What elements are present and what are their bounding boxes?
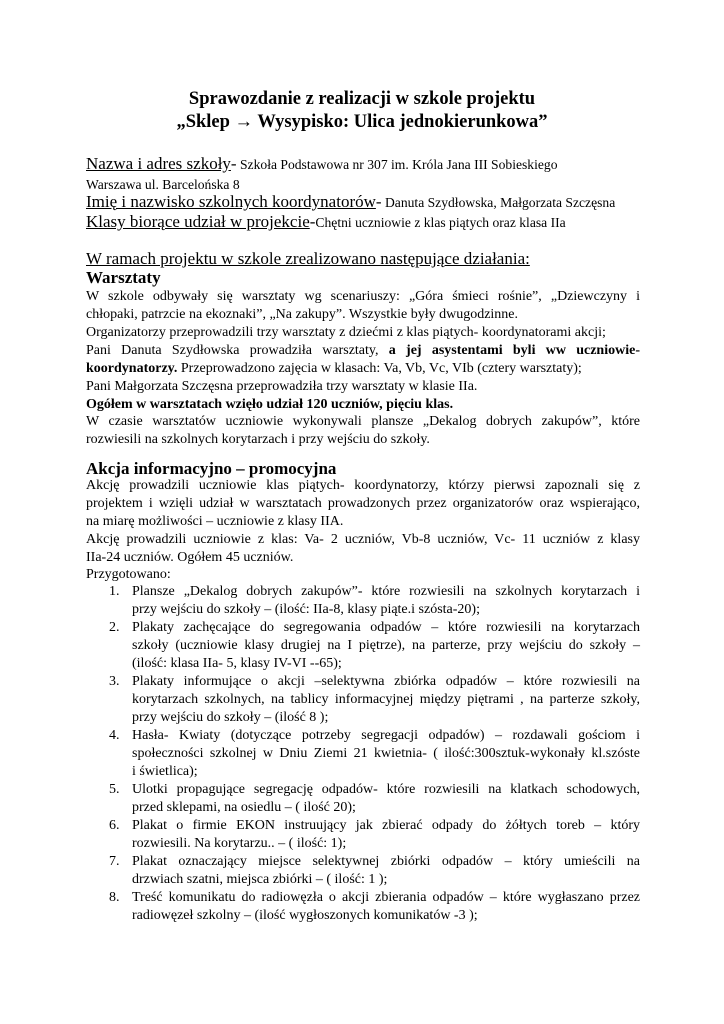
list-item-3-line-1: Plakaty informujące o akcji –selektywna zbiórka odpadów – które rozwiesili na <box>132 674 640 689</box>
list-item-4-line-1: Hasła- Kwiaty (dotyczące potrzeby segregacji odpadów) – rozdawali gościom i <box>132 728 640 743</box>
list-item-6-line-1: Plakat o firmie EKON instruujący jak zbierać odpady do żółtych toreb – który <box>132 818 640 833</box>
workshops-summary-bold: Ogółem w warsztatach wzięło udział 120 uczniów, pięciu klas. <box>86 397 454 412</box>
classes-label: Klasy biorące udział w projekcie <box>86 212 310 231</box>
promo-para-1-line-3: na miarę możliwości – uczniowie z klasy IIA. <box>86 514 344 529</box>
workshops-para-3-line-1 <box>86 342 640 360</box>
workshops-para-5 <box>86 396 640 414</box>
workshops-para-3-line-2 <box>86 360 640 378</box>
list-item-5-line-1: Ulotki propagujące segregację odpadów- które rozwiesili na klatkach schodowych, <box>132 782 640 797</box>
workshops-para-1-line-1: W szkole odbywały się warsztaty wg scenariuszy: „Góra śmieci rośnie”, „Dziewczyny i <box>86 289 640 304</box>
list-number: 4. <box>109 728 120 743</box>
list-number: 5. <box>109 782 120 797</box>
actions-heading: W ramach projektu w szkole zrealizowano następujące działania: <box>86 249 530 268</box>
list-item-8-line-2: radiowęzeł szkolny – (ilość wygłoszonych komunikatów -3 ); <box>132 908 478 923</box>
workshops-heading: Warsztaty <box>86 268 161 287</box>
list-item-2-line-1: Plakaty zachęcające do segregowania odpadów – które rozwiesili na korytarzach <box>132 620 640 635</box>
school-name-value: Szkoła Podstawowa nr 307 im. Króla Jana III Sobieskiego <box>240 157 558 172</box>
list-item-3-line-2: korytarzach szkolnych, na tablicy informacyjnej między piętrami , na parterze szkoły, <box>132 692 640 707</box>
list-item-5-line-2: przed sklepami, na osiedlu – ( ilość 20); <box>132 800 356 815</box>
list-item-1-line-2: przy wejściu do szkoły – (ilość: IIa-8, klasy piąte.i szósta-20); <box>132 602 480 617</box>
coordinators-value: Danuta Szydłowska, Małgorzata Szczęsna <box>384 195 616 210</box>
list-number: 7. <box>109 854 120 869</box>
school-name-row <box>86 155 558 174</box>
promo-para-2-line-2: IIa-24 uczniów. Ogółem 45 uczniów. <box>86 550 294 565</box>
list-item-2-line-2: szkoły (uczniowie klasy drugiej na I piętrze), na parterze, przy wejściu do szkoły – <box>132 638 640 653</box>
list-item-1-line-1: Plansze „Dekalog dobrych zakupów”- które rozwiesili na szkolnych korytarzach i <box>132 584 640 599</box>
coordinators-row <box>86 193 615 212</box>
list-item-3-line-3: przy wejściu do szkoły – (ilość 8 ); <box>132 710 329 725</box>
report-title-line-2: „Sklep → Wysypisko: Ulica jednokierunkowa” <box>176 112 548 132</box>
school-name-label: Nazwa i adres szkoły <box>86 154 231 173</box>
list-number: 6. <box>109 818 120 833</box>
list-item-6-line-2: rozwiesili. Na korytarzu.. – ( ilość: 1); <box>132 836 347 851</box>
classes-dash: - <box>309 212 316 231</box>
list-number: 2. <box>109 620 120 635</box>
classes-row <box>86 213 566 232</box>
school-address: Warszawa ul. Barcelońska 8 <box>86 177 240 192</box>
promo-para-2-line-1: Akcję prowadzili uczniowie z klas: Va- 2 uczniów, Vb-8 uczniów, Vc- 11 uczniów z klasy <box>86 532 640 547</box>
list-item-7-line-1: Plakat oznaczający miejsce selektywnej zbiórki odpadów – który umieścili na <box>132 854 640 869</box>
promo-heading: Akcja informacyjno – promocyjna <box>86 459 337 478</box>
workshops-para-3-bold: a jej asystentami byli ww uczniowie- <box>388 343 640 358</box>
list-item-2-line-3: (ilość: klasa IIa- 5, klasy IV-VI --65); <box>132 656 342 671</box>
promo-para-1-line-2: projektem i wzięli udział w warsztatach prowadzonych przez organizatorów oraz wspierająco, <box>86 496 640 511</box>
workshops-para-3-bold-2: koordynatorzy. <box>86 361 178 376</box>
workshops-para-6-line-1: W czasie warsztatów uczniowie wykonywali plansze „Dekalog dobrych zakupów”, które <box>86 414 640 429</box>
workshops-para-1-line-2: chłopaki, patrzcie na ekoznaki”, „Na zakupy”. Wszystkie były dwugodzinne. <box>86 307 519 322</box>
coordinators-label: Imię i nazwisko szkolnych koordynatorów <box>86 192 376 211</box>
workshops-para-4: Pani Małgorzata Szczęsna przeprowadziła trzy warsztaty w klasie IIa. <box>86 379 478 394</box>
promo-para-1-line-1: Akcję prowadzili uczniowie klas piątych- koordynatorzy, którzy pierwsi zapoznali się z <box>86 478 640 493</box>
school-name-dash: - <box>230 154 237 173</box>
list-item-4-line-3: i świetlica); <box>132 764 198 779</box>
workshops-para-2: Organizatorzy przeprowadzili trzy warsztaty z dziećmi z klas piątych- koordynatorami akcji; <box>86 325 606 340</box>
list-number: 1. <box>109 584 120 599</box>
workshops-para-6-line-2: rozwiesili na szkolnych korytarzach i przy wejściu do szkoły. <box>86 432 430 447</box>
workshops-para-3-normal: Pani Danuta Szydłowska prowadziła warsztaty, <box>86 343 389 358</box>
list-number: 8. <box>109 890 120 905</box>
list-item-8-line-1: Treść komunikatu do radiowęzła o akcji zbierania odpadów – które wygłaszano przez <box>132 890 640 905</box>
list-number: 3. <box>109 674 120 689</box>
prepared-label: Przygotowano: <box>86 567 171 582</box>
list-item-4-line-2: społeczności szkolnej w Dniu Ziemi 21 kwietnia- ( ilość:300sztuk-wykonały kl.szóste <box>132 746 640 761</box>
coordinators-dash: - <box>375 192 382 211</box>
workshops-para-3-normal-2: Przeprowadzono zajęcia w klasach: Va, Vb, Vc, VIb (cztery warsztaty); <box>177 361 582 376</box>
classes-value: Chętni uczniowie z klas piątych oraz klasa IIa <box>315 215 566 230</box>
list-item-7-line-2: drzwiach szatni, miejsca zbiórki – ( ilość: 1 ); <box>132 872 388 887</box>
report-title-line-1: Sprawozdanie z realizacji w szkole projektu <box>188 89 536 109</box>
